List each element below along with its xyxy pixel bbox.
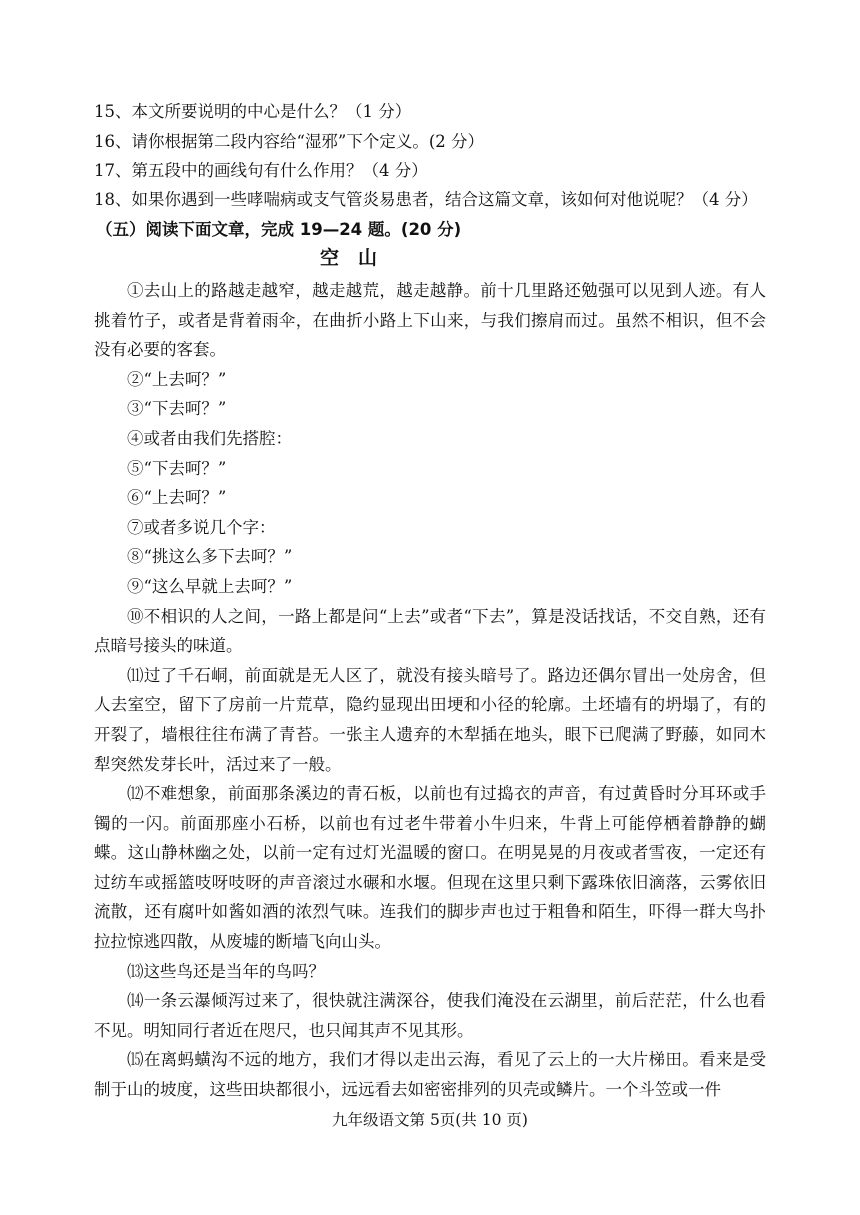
paragraph-15: ⒂在离蚂蟥沟不远的地方，我们才得以走出云海，看见了云上的一大片梯田。看来是受制于山的坡度，这些田块都很小，远远看去如密密排列的贝壳或鳞片。一个斗笠或一件 [94,1050,766,1100]
page-footer: 九年级语文第 5页(共 10 页) [332,1111,528,1129]
paragraph-2: ②“上去呵？” [127,369,227,389]
question-16: 16、请你根据第二段内容给“湿邪”下个定义。(2 分） [94,132,485,151]
paragraph-8: ⑧“挑这么多下去呵？” [127,547,293,567]
question-15: 15、本文所要说明的中心是什么？（1 分） [94,102,412,121]
paragraph-14: ⒁一条云瀑倾泻过来了，很快就注满深谷，使我们淹没在云湖里，前后茫茫，什么也看不见。明知同行者近在咫尺，也只闻其声不见其形。 [94,991,766,1040]
paragraph-3: ③“下去呵？” [127,399,227,419]
article-title: 空 山 [320,247,378,269]
paragraph-4: ④或者由我们先搭腔： [127,428,292,448]
paragraph-12: ⑿不难想象，前面那条溪边的青石板，以前也有过捣衣的声音，有过黄昏时分耳环或手镯的一闪。前面那座小石桥，以前也有过老牛带着小牛归来，牛背上可能停栖着静静的蝴蝶。这山静林幽之处，以前一定有过灯光温暖的窗口。在明晃晃的月夜或者雪夜，一定还有过纺车或摇篮吱呀吱呀的声音滚过水碾和水堰。但现在这里只剩下露珠依旧滴落，云雾依旧流散，还有腐叶如酱如酒的浓烈气味。连我们的脚步声也过于粗鲁和陌生，吓得一群大鸟扑拉拉惊逃四散，从废墟的断墙飞向山头。 [94,784,766,952]
paragraph-7: ⑦或者多说几个字： [127,517,276,537]
paragraph-5: ⑤“下去呵？” [127,458,227,478]
question-17: 17、第五段中的画线句有什么作用？（4 分） [94,161,428,180]
paragraph-9: ⑨“这么早就上去呵？” [127,576,293,596]
question-18: 18、如果你遇到一些哮喘病或支气管炎易患者，结合这篇文章，该如何对他说呢？（4 分） [94,190,758,209]
paragraph-6: ⑥“上去呵？” [127,488,227,508]
paragraph-1: ①去山上的路越走越窄，越走越荒，越走越静。前十几里路还勉强可以见到人迹。有人挑着竹子，或者是背着雨伞，在曲折小路上下山来，与我们擦肩而过。虽然不相识，但不会没有必要的客套。 [94,281,766,360]
paragraph-13: ⒀这些鸟还是当年的鸟吗？ [127,961,325,981]
article-body [94,276,766,1105]
paragraph-10: ⑩不相识的人之间，一路上都是问“上去”或者“下去”，算是没话找话，不交自熟，还有点暗号接头的味道。 [94,606,766,656]
paragraph-11: ⑾过了千石峒，前面就是无人区了，就没有接头暗号了。路边还偶尔冒出一处房舍，但人去室空，留下了房前一片荒草，隐约显现出田埂和小径的轮廓。土坯墙有的坍塌了，有的开裂了，墙根往往布满了青苔。一张主人遗弃的木犁插在地头，眼下已爬满了野藤，如同木犁突然发芽长叶，活过来了一般。 [94,665,766,774]
section-heading: （五）阅读下面文章，完成 19—24 题。(20 分) [96,220,462,239]
